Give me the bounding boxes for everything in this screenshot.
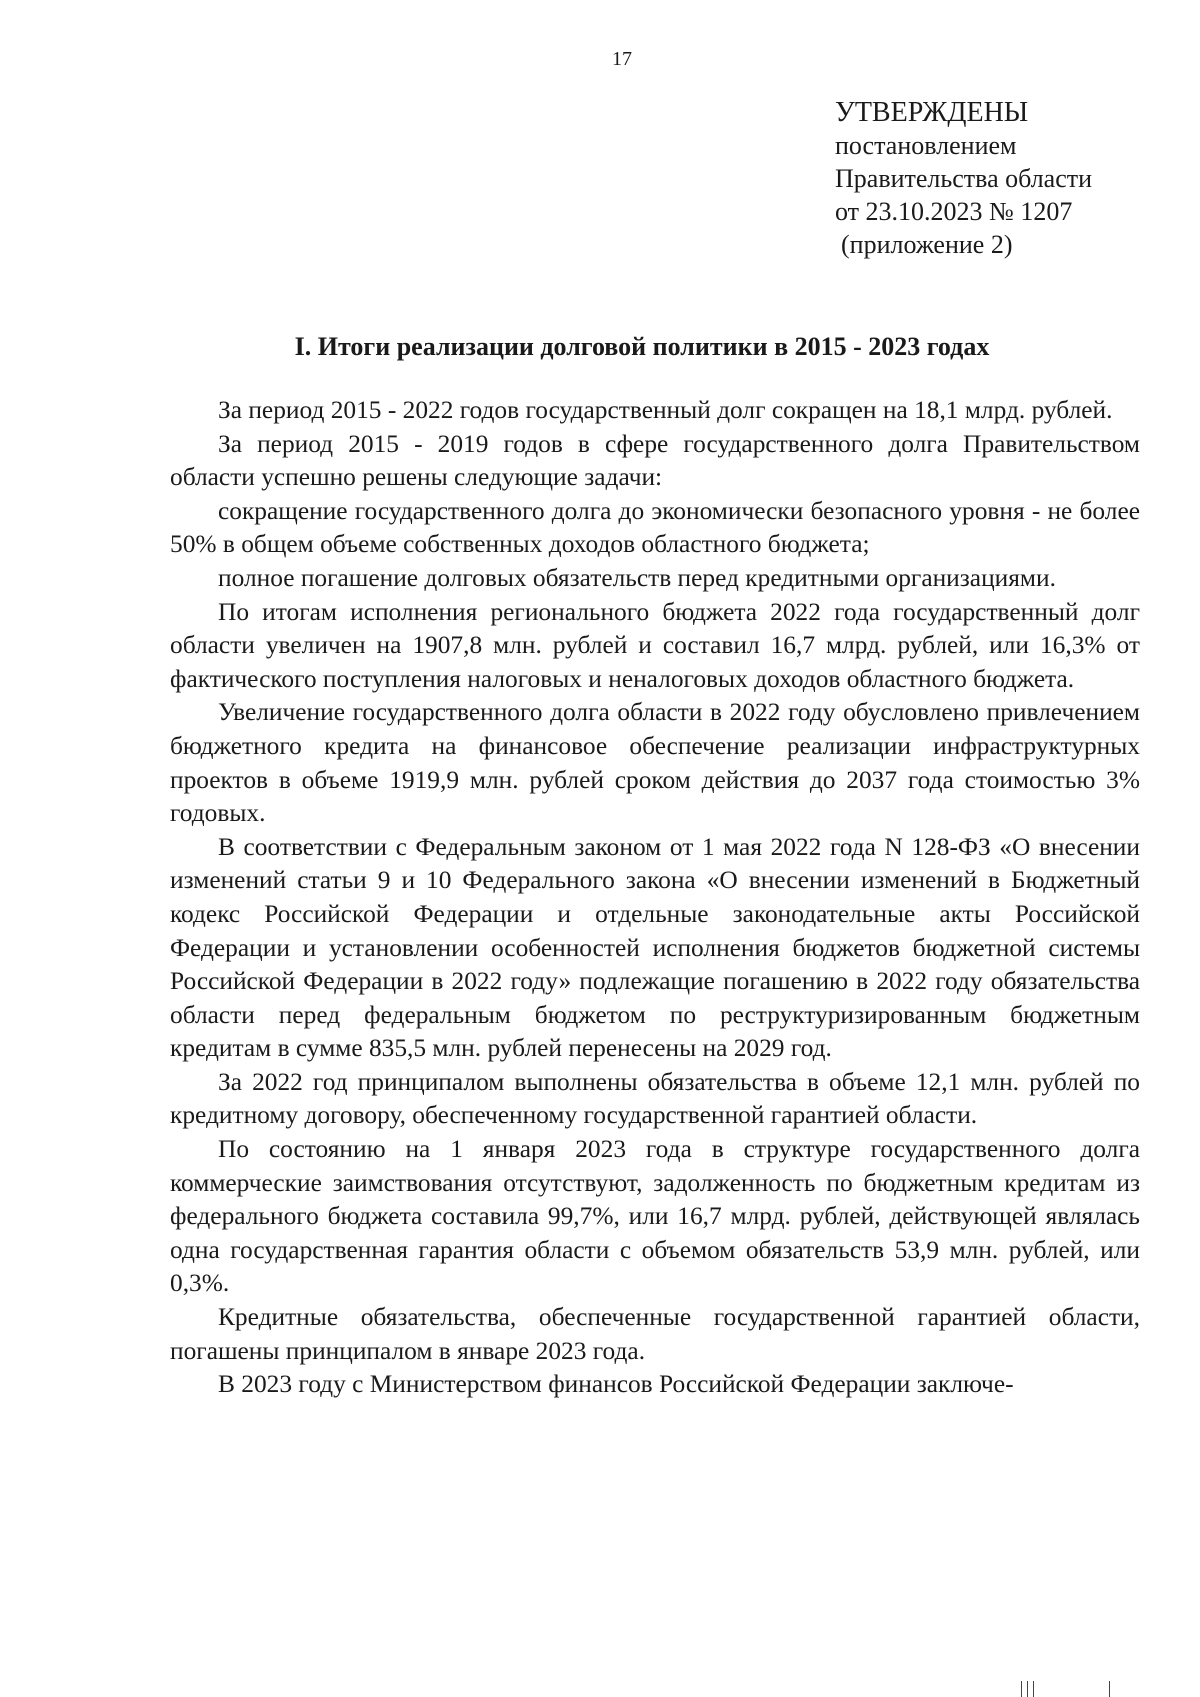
approval-block: [835, 96, 1092, 261]
section-heading: I. Итоги реализации долговой политики в 2015 - 2023 годах: [294, 332, 990, 361]
paragraph: За период 2015 - 2022 годов государственный долг сокращен на 18,1 млрд. рублей.: [218, 396, 1113, 424]
approval-line-3: от 23.10.2023 № 1207: [835, 197, 1073, 226]
approval-line-4: (приложение 2): [841, 230, 1013, 259]
paragraph: В 2023 году с Министерством финансов Российской Федерации заключе-: [218, 1370, 1014, 1399]
body-text: [170, 394, 1140, 1402]
scan-edge-marks: [1021, 1681, 1110, 1697]
page-number: 17: [612, 48, 632, 70]
approval-stamp: УТВЕРЖДЕНЫ: [835, 97, 1029, 128]
approval-line-2: Правительства области: [835, 164, 1093, 193]
paragraph: В соответствии с Федеральным законом от 1 мая 2022 года N 128-ФЗ «О внесении изменений статьи 9 и 10 Федерального закона «О внесении изменений в Бюджетный кодекс Российской Федерации и отдельные законодательные акты Российской Федерации и установлении особенностей исполнения бюджетов бюджетной системы Российской Федерации в 2022 году» подлежащие погашению в 2022 году обязательства области перед федеральным бюджетом по реструктуризированным бюджетным кредитам в сумме 835,5 млн. рублей перенесены на 2029 год.: [170, 832, 1140, 1063]
paragraph: По состоянию на 1 января 2023 года в структуре государственного долга коммерческие заимствования отсутствуют, задолженность по бюджетным кредитам из федерального бюджета составила 99,7%, или 16,7 млрд. рублей, действующей являлась одна государственная гарантия области с объемом обязательств 53,9 млн. рублей, или 0,3%.: [170, 1135, 1140, 1298]
paragraph: Кредитные обязательства, обеспеченные государственной гарантией области, погашены принципалом в январе 2023 года.: [170, 1303, 1140, 1365]
paragraph: По итогам исполнения регионального бюджета 2022 года государственный долг области увеличен на 1907,8 млн. рублей и составил 16,7 млрд. рублей, или 16,3% от фактического поступления налоговых и неналоговых доходов областного бюджета.: [170, 597, 1140, 693]
paragraph: полное погашение долговых обязательств перед кредитными организациями.: [218, 563, 1056, 592]
approval-line-1: постановлением: [835, 131, 1017, 160]
paragraph: За 2022 год принципалом выполнены обязательства в объеме 12,1 млн. рублей по кредитному договору, обеспеченному государственной гарантией области.: [170, 1067, 1140, 1130]
paragraph: Увеличение государственного долга области в 2022 году обусловлено привлечением бюджетного кредита на финансовое обеспечение реализации инфраструктурных проектов в объеме 1919,9 млн. рублей сроком действия до 2037 года стоимостью 3% годовых.: [170, 698, 1140, 828]
paragraph: За период 2015 - 2019 годов в сфере государственного долга Правительством области успешно решены следующие задачи:: [170, 429, 1140, 492]
paragraph: сокращение государственного долга до экономически безопасного уровня - не более 50% в общем объеме собственных доходов областного бюджета;: [170, 496, 1140, 559]
